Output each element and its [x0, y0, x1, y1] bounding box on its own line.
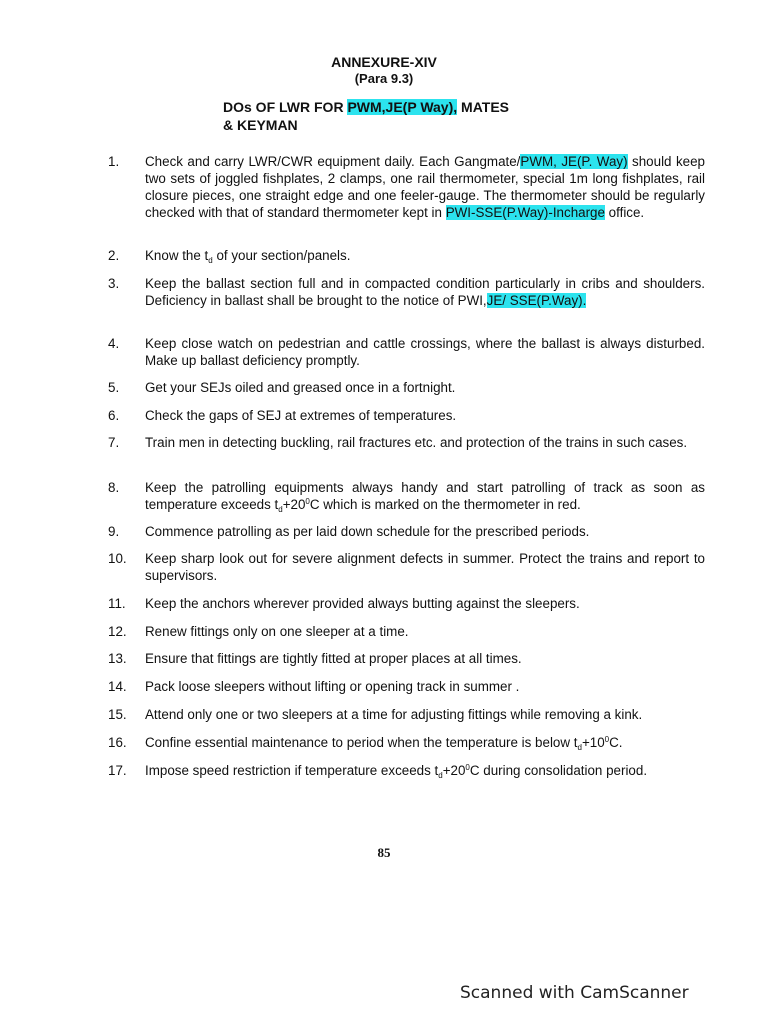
- text-part: Impose speed restriction if temperature exceeds t: [145, 763, 439, 778]
- item-text: [145, 153, 705, 221]
- item-text: Renew fittings only on one sleeper at a time.: [145, 624, 409, 639]
- annexure-title: ANNEXURE-XIV: [331, 54, 437, 70]
- item-number: 12.: [108, 624, 127, 639]
- item-number: 14.: [108, 679, 127, 694]
- item-text: [145, 275, 705, 309]
- item-number: 10.: [108, 551, 127, 566]
- item-text: Commence patrolling as per laid down schedule for the prescribed periods.: [145, 524, 590, 539]
- item-number: 7.: [108, 435, 120, 450]
- text-part: office.: [604, 205, 645, 220]
- subscript: d: [208, 256, 213, 265]
- text-part: C which is marked on the thermometer in red.: [309, 497, 581, 512]
- item-number: 8.: [108, 480, 120, 495]
- text-part: C during consolidation period.: [469, 763, 648, 778]
- text-part: Know the t: [145, 248, 209, 263]
- subtitle-highlight: PWM,JE(P Way),: [347, 99, 458, 115]
- item-number: 3.: [108, 276, 120, 291]
- text-part: +10: [581, 735, 605, 750]
- item-number: 6.: [108, 408, 120, 423]
- item-number: 9.: [108, 524, 120, 539]
- subscript: d: [577, 743, 582, 752]
- item-number: 1.: [108, 154, 120, 169]
- superscript: 0: [604, 735, 610, 744]
- item-text: Pack loose sleepers without lifting or opening track in summer .: [145, 679, 520, 694]
- subtitle-part-b: MATES: [457, 99, 509, 115]
- item-text: [145, 762, 705, 779]
- subtitle-part-a: DOs OF LWR FOR: [223, 99, 348, 115]
- item-text: Keep close watch on pedestrian and cattle crossings, where the ballast is always disturbed. Make up ballast deficiency promptly.: [145, 336, 705, 368]
- item-text: Attend only one or two sleepers at a time for adjusting fittings while removing a kink.: [145, 707, 643, 722]
- superscript: 0: [305, 497, 310, 506]
- item-number: 4.: [108, 336, 120, 351]
- item-text: Get your SEJs oiled and greased once in a fortnight.: [145, 380, 456, 395]
- text-part: should keep two sets of joggled fishplates, 2 clamps, one rail thermometer, special 1m long fishplates, rail closure pieces, one straight edge and one feeler-gauge. The thermometer should be regularly checked with that of standard thermometer kept in: [145, 154, 706, 220]
- superscript: 0: [465, 763, 470, 772]
- section-subtitle: [223, 98, 509, 134]
- highlight: PWM, JE(P. Way): [520, 154, 628, 169]
- item-text: [145, 734, 705, 751]
- item-text: Train men in detecting buckling, rail fractures etc. and protection of the trains in such cases.: [145, 435, 688, 450]
- text-part: Keep the ballast section full and in compacted condition particularly in cribs and shoulders. Deficiency in ballast shall be brought to the notice of PWI,: [145, 276, 705, 308]
- item-number: 2.: [108, 248, 120, 263]
- item-text: Ensure that fittings are tightly fitted at proper places at all times.: [145, 651, 522, 666]
- item-text: Keep the anchors wherever provided always butting against the sleepers.: [145, 596, 580, 611]
- text-part: Confine essential maintenance to period when the temperature is below t: [145, 735, 578, 750]
- item-number: 11.: [108, 596, 126, 611]
- item-number: 13.: [108, 651, 127, 666]
- subscript: d: [278, 505, 283, 514]
- item-number: 17.: [108, 763, 127, 778]
- highlight: JE/ SSE(P.Way).: [486, 293, 587, 308]
- item-number: 15.: [108, 707, 127, 722]
- text-part: +20: [282, 497, 306, 512]
- subscript: d: [438, 771, 443, 780]
- item-text: Keep sharp look out for severe alignment defects in summer. Protect the trains and report to supervisors.: [145, 551, 705, 583]
- item-number: 16.: [108, 735, 127, 750]
- para-reference: (Para 9.3): [354, 71, 414, 86]
- text-part: of your section/panels.: [212, 248, 351, 263]
- page-number: 85: [377, 845, 391, 860]
- scanner-watermark: Scanned with CamScanner: [460, 983, 689, 1003]
- item-text: Check the gaps of SEJ at extremes of temperatures.: [145, 408, 457, 423]
- subtitle-part-c: & KEYMAN: [223, 117, 298, 133]
- text-part: C.: [609, 735, 623, 750]
- item-number: 5.: [108, 380, 120, 395]
- text-part: Keep the patrolling equipments always handy and start patrolling of track as soon as temperature exceeds t: [145, 480, 705, 512]
- text-part: +20: [442, 763, 466, 778]
- item-text: [145, 479, 705, 513]
- text-part: Check and carry LWR/CWR equipment daily. Each Gangmate/: [145, 154, 521, 169]
- highlight: PWI-SSE(P.Way)-Incharge: [445, 205, 605, 220]
- item-text: [145, 247, 705, 264]
